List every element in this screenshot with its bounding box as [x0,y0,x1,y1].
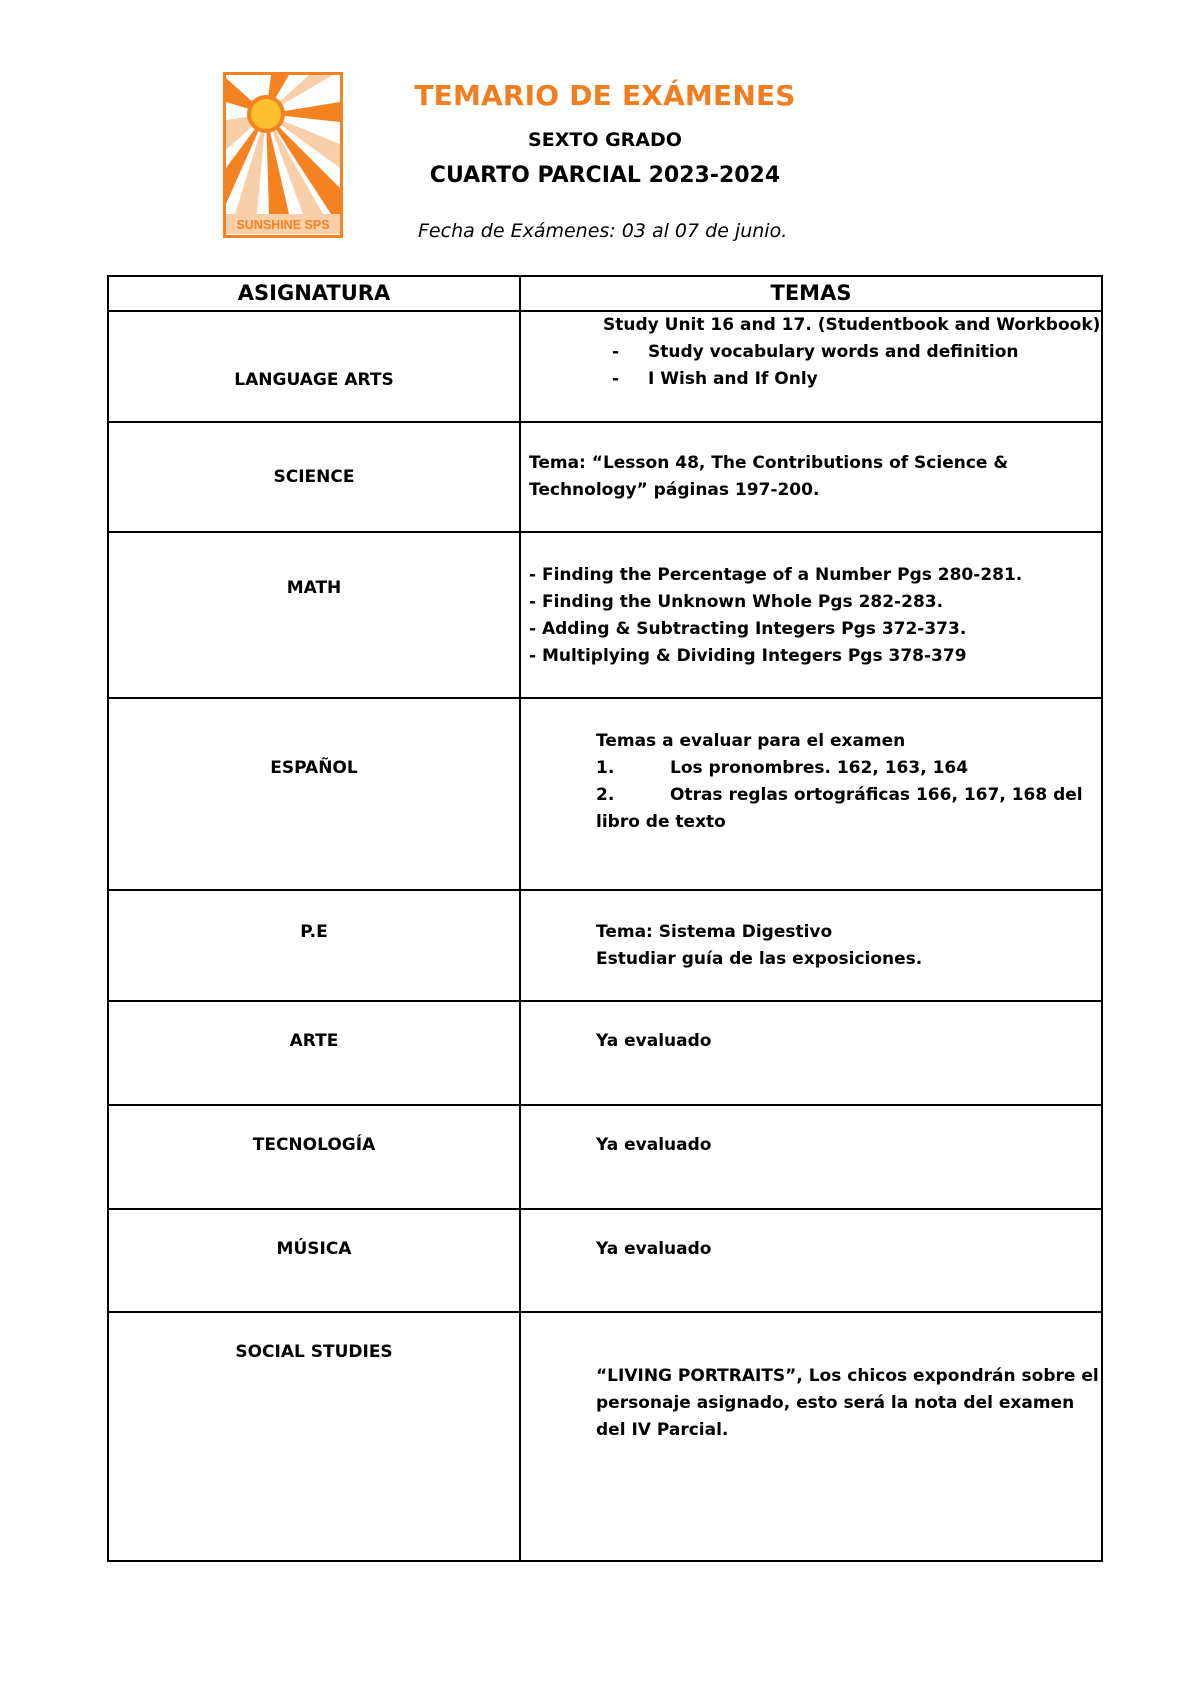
topic-line: Study Unit 16 and 17. (Studentbook and Workbook) [603,315,1101,335]
exam-date: Fecha de Exámenes: 03 al 07 de junio. [418,220,788,242]
subject-math: MATH [108,532,520,698]
topic-line: - Finding the Percentage of a Number Pgs 280-281. [529,565,1023,585]
topic-bullet: - I Wish and If Only [612,369,818,389]
header-topics: TEMAS [520,276,1102,311]
table-row [108,311,1102,422]
topic-line: personaje asignado, esto será la nota del examen [596,1393,1075,1413]
topics-arte: Ya evaluado [520,1001,1102,1105]
subject-science: SCIENCE [108,422,520,532]
topic-line: Tema: “Lesson 48, The Contributions of Science & [529,453,1009,473]
table-header-row [108,276,1102,311]
topic-line: Estudiar guía de las exposiciones. [596,949,923,969]
document-header [380,76,830,190]
topics-science [520,422,1102,532]
topic-numbered-item: 1. Los pronombres. 162, 163, 164 [596,758,969,778]
subject-social-studies: SOCIAL STUDIES [108,1312,520,1561]
topics-social-studies [520,1312,1102,1561]
table-row [108,532,1102,698]
topics-pe [520,890,1102,1001]
topic-line: - Finding the Unknown Whole Pgs 282-283. [529,592,944,612]
topic-line: libro de texto [596,812,726,832]
table-row [108,698,1102,890]
topics-language-arts [520,311,1102,422]
topic-line: - Multiplying & Dividing Integers Pgs 378-379 [529,646,967,666]
topic-line: Technology” páginas 197-200. [529,480,820,500]
subject-musica: MÚSICA [108,1209,520,1312]
table-row [108,1312,1102,1561]
school-logo [223,72,343,238]
topics-musica: Ya evaluado [520,1209,1102,1312]
grade-label: SEXTO GRADO [528,129,682,151]
topics-tecnologia: Ya evaluado [520,1105,1102,1209]
topic-line: - Adding & Subtracting Integers Pgs 372-373. [529,619,967,639]
document-title: TEMARIO DE EXÁMENES [414,79,796,112]
subject-language-arts: LANGUAGE ARTS [108,311,520,422]
topic-numbered-item: 2. Otras reglas ortográficas 166, 167, 168 del [596,785,1083,805]
header-subject: ASIGNATURA [108,276,520,311]
table-row [108,422,1102,532]
topic-line: “LIVING PORTRAITS”, Los chicos expondrán sobre el [596,1366,1099,1386]
subject-pe: P.E [108,890,520,1001]
topics-math [520,532,1102,698]
topic-line: Temas a evaluar para el examen [596,731,906,751]
topic-line: Tema: Sistema Digestivo [596,922,833,942]
table-row [108,890,1102,1001]
topic-bullet: - Study vocabulary words and definition [612,342,1019,362]
table-row [108,1209,1102,1312]
subject-arte: ARTE [108,1001,520,1105]
sun-icon [247,95,285,133]
logo-text: SUNSHINE SPS [236,218,330,232]
table-row [108,1105,1102,1209]
term-label: CUARTO PARCIAL 2023-2024 [429,163,781,188]
topic-line: del IV Parcial. [596,1420,729,1440]
exam-topics-table [107,275,1103,1562]
subject-espanol: ESPAÑOL [108,698,520,890]
table-row [108,1001,1102,1105]
topics-espanol [520,698,1102,890]
subject-tecnologia: TECNOLOGÍA [108,1105,520,1209]
